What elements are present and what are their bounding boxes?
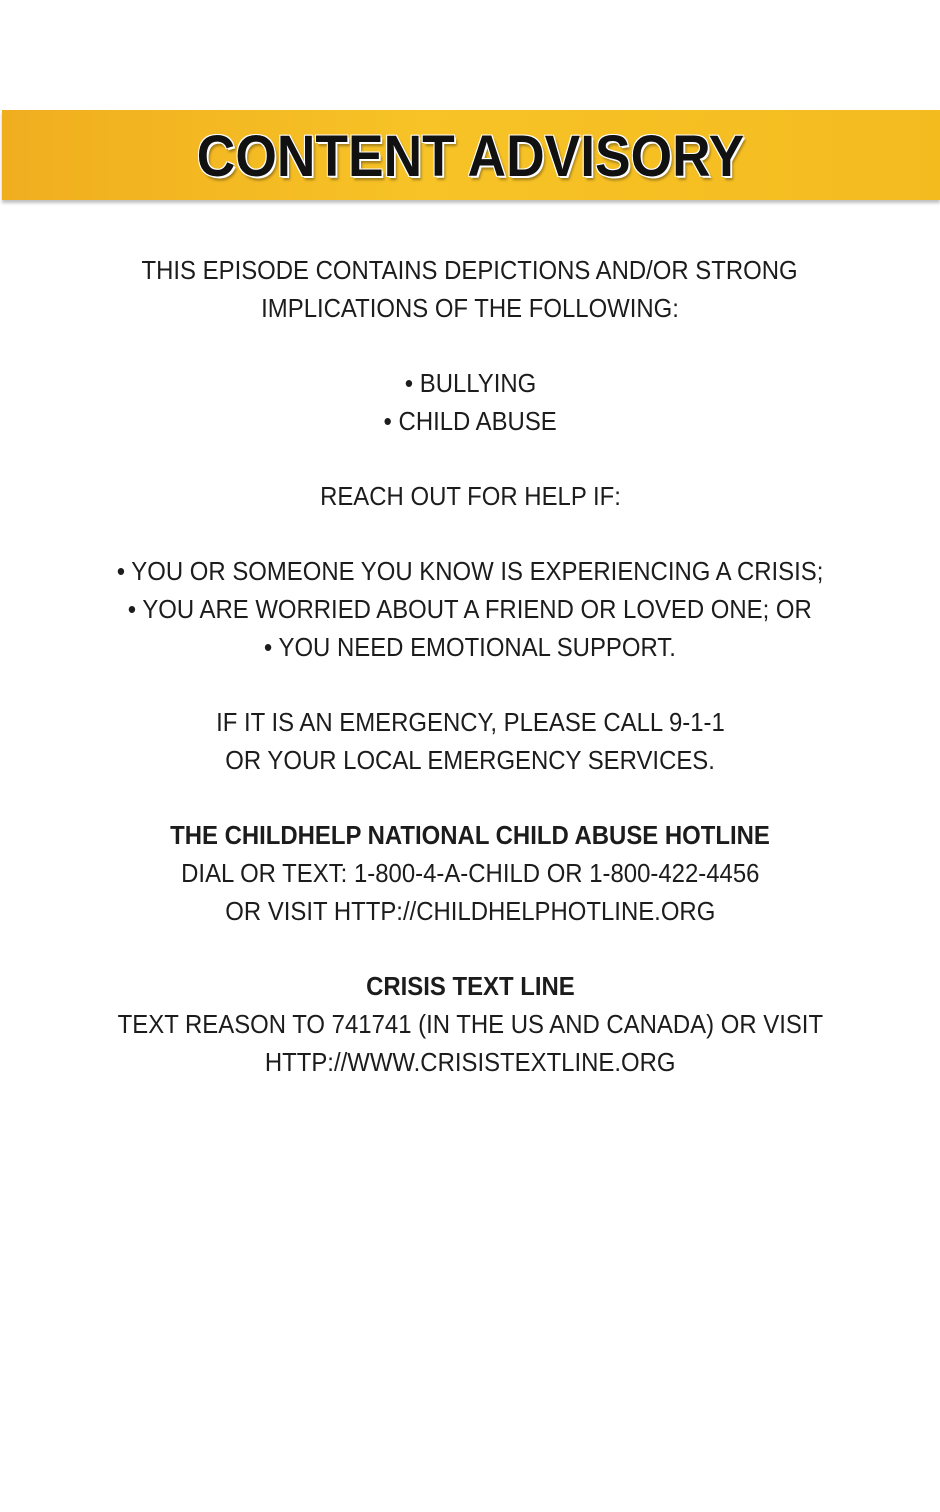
help-reason-item [0,628,940,666]
resource-line: TEXT REASON TO 741741 (IN THE US AND CANADA) OR VISIT [117,1009,823,1039]
topic-label: • BULLYING [404,368,536,398]
emergency-line: IF IT IS AN EMERGENCY, PLEASE CALL 9-1-1 [215,707,725,737]
help-heading [0,477,940,515]
help-heading-text: REACH OUT FOR HELP IF: [319,481,621,511]
resource-name: CRISIS TEXT LINE [365,971,575,1001]
crisis-text-line-link[interactable] [0,1043,940,1081]
crisis-text-line-contact [0,1005,940,1043]
help-reason-text: • YOU OR SOMEONE YOU KNOW IS EXPERIENCING A CRISIS; [116,556,824,586]
emergency-text [0,741,940,779]
childhelp-hotline-name [0,816,940,854]
help-reason-text: • YOU NEED EMOTIONAL SUPPORT. [263,632,676,662]
advisory-content [0,251,940,1081]
topic-list-item [0,364,940,402]
emergency-line: OR YOUR LOCAL EMERGENCY SERVICES. [225,745,715,775]
resource-link[interactable]: OR VISIT HTTP://CHILDHELPHOTLINE.ORG [224,896,715,926]
advisory-banner [2,110,940,200]
childhelp-hotline-contact [0,854,940,892]
intro-text [0,251,940,289]
intro-line: THIS EPISODE CONTAINS DEPICTIONS AND/OR STRONG [141,255,799,285]
intro-text [0,289,940,327]
help-reason-text: • YOU ARE WORRIED ABOUT A FRIEND OR LOVED ONE; OR [127,594,813,624]
emergency-text [0,703,940,741]
help-reason-item [0,590,940,628]
advisory-title: CONTENT ADVISORY [197,123,745,189]
childhelp-hotline-link[interactable] [0,892,940,930]
resource-name: THE CHILDHELP NATIONAL CHILD ABUSE HOTLINE [170,820,770,850]
crisis-text-line-name [0,967,940,1005]
topic-label: • CHILD ABUSE [383,406,557,436]
help-reason-item [0,552,940,590]
topic-list-item [0,402,940,440]
resource-link[interactable]: HTTP://WWW.CRISISTEXTLINE.ORG [264,1047,676,1077]
resource-line: DIAL OR TEXT: 1-800-4-A-CHILD OR 1-800-422-4456 [180,858,760,888]
intro-line: IMPLICATIONS OF THE FOLLOWING: [261,293,679,323]
